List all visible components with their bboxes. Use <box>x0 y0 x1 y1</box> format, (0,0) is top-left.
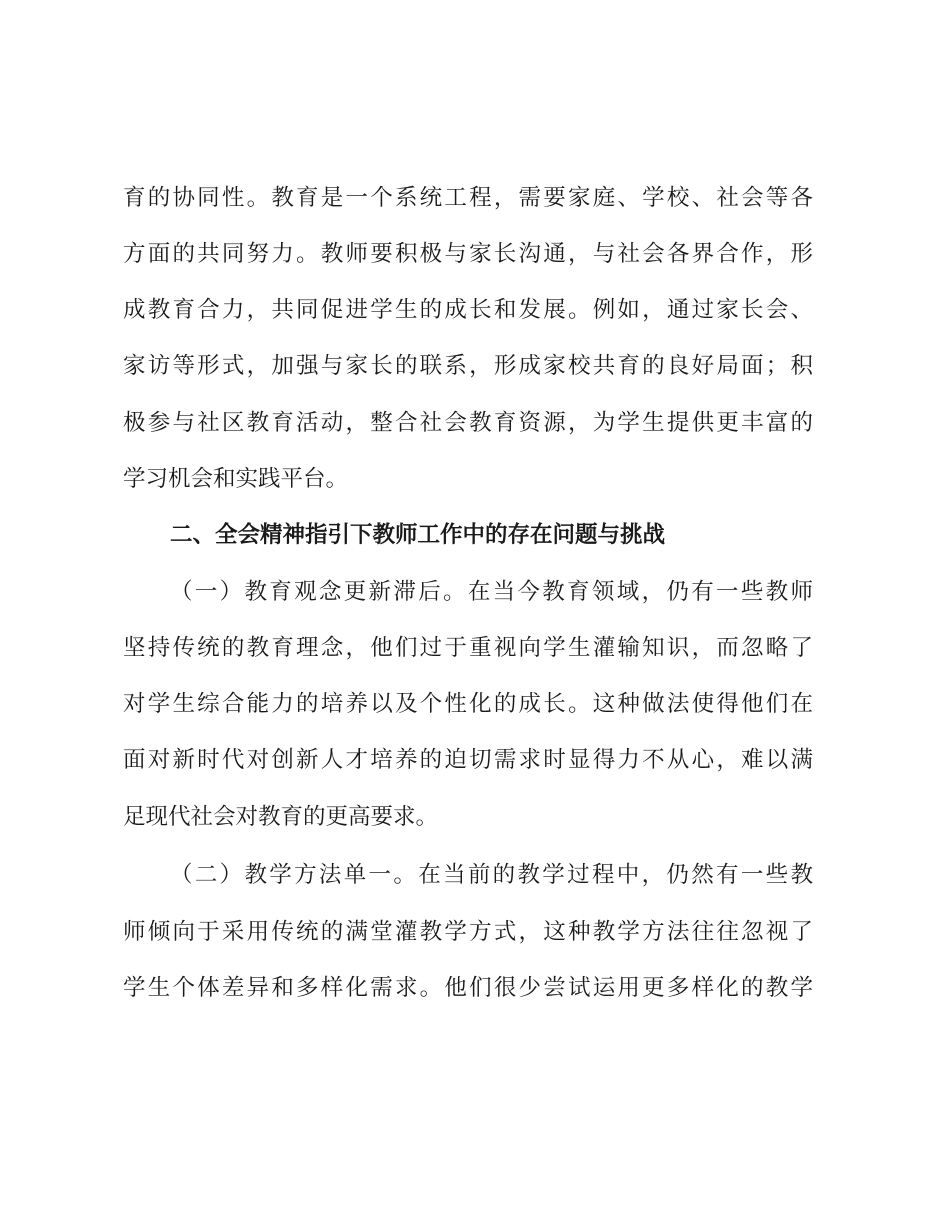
paragraph-line: 足现代社会对教育的更高要求。 <box>123 804 439 830</box>
paragraph-line: （一）教育观念更新滞后。在当今教育领域，仍有一些教师 <box>170 579 813 605</box>
paragraph-line: 育的协同性。教育是一个系统工程，需要家庭、学校、社会等各 <box>123 185 813 211</box>
paragraph-line: 面对新时代对创新人才培养的迫切需求时显得力不从心，难以满 <box>123 747 813 773</box>
paragraph-line: 坚持传统的教育理念，他们过于重视向学生灌输知识，而忽略了 <box>123 635 813 661</box>
section-heading: 二、全会精神指引下教师工作中的存在问题与挑战 <box>170 522 666 548</box>
paragraph-line: 方面的共同努力。教师要积极与家长沟通，与社会各界合作，形 <box>123 241 813 267</box>
paragraph-line: 对学生综合能力的培养以及个性化的成长。这种做法使得他们在 <box>123 691 813 717</box>
paragraph-line: 成教育合力，共同促进学生的成长和发展。例如，通过家长会、 <box>123 297 813 323</box>
paragraph-line: 师倾向于采用传统的满堂灌教学方式，这种教学方法往往忽视了 <box>123 919 813 945</box>
paragraph-line: 极参与社区教育活动，整合社会教育资源，为学生提供更丰富的 <box>123 410 813 436</box>
paragraph-line: 学习机会和实践平台。 <box>123 466 349 492</box>
paragraph-line: 家访等形式，加强与家长的联系，形成家校共育的良好局面；积 <box>123 353 813 379</box>
paragraph-line: 学生个体差异和多样化需求。他们很少尝试运用更多样化的教学 <box>123 975 813 1001</box>
paragraph-line: （二）教学方法单一。在当前的教学过程中，仍然有一些教 <box>170 862 813 888</box>
